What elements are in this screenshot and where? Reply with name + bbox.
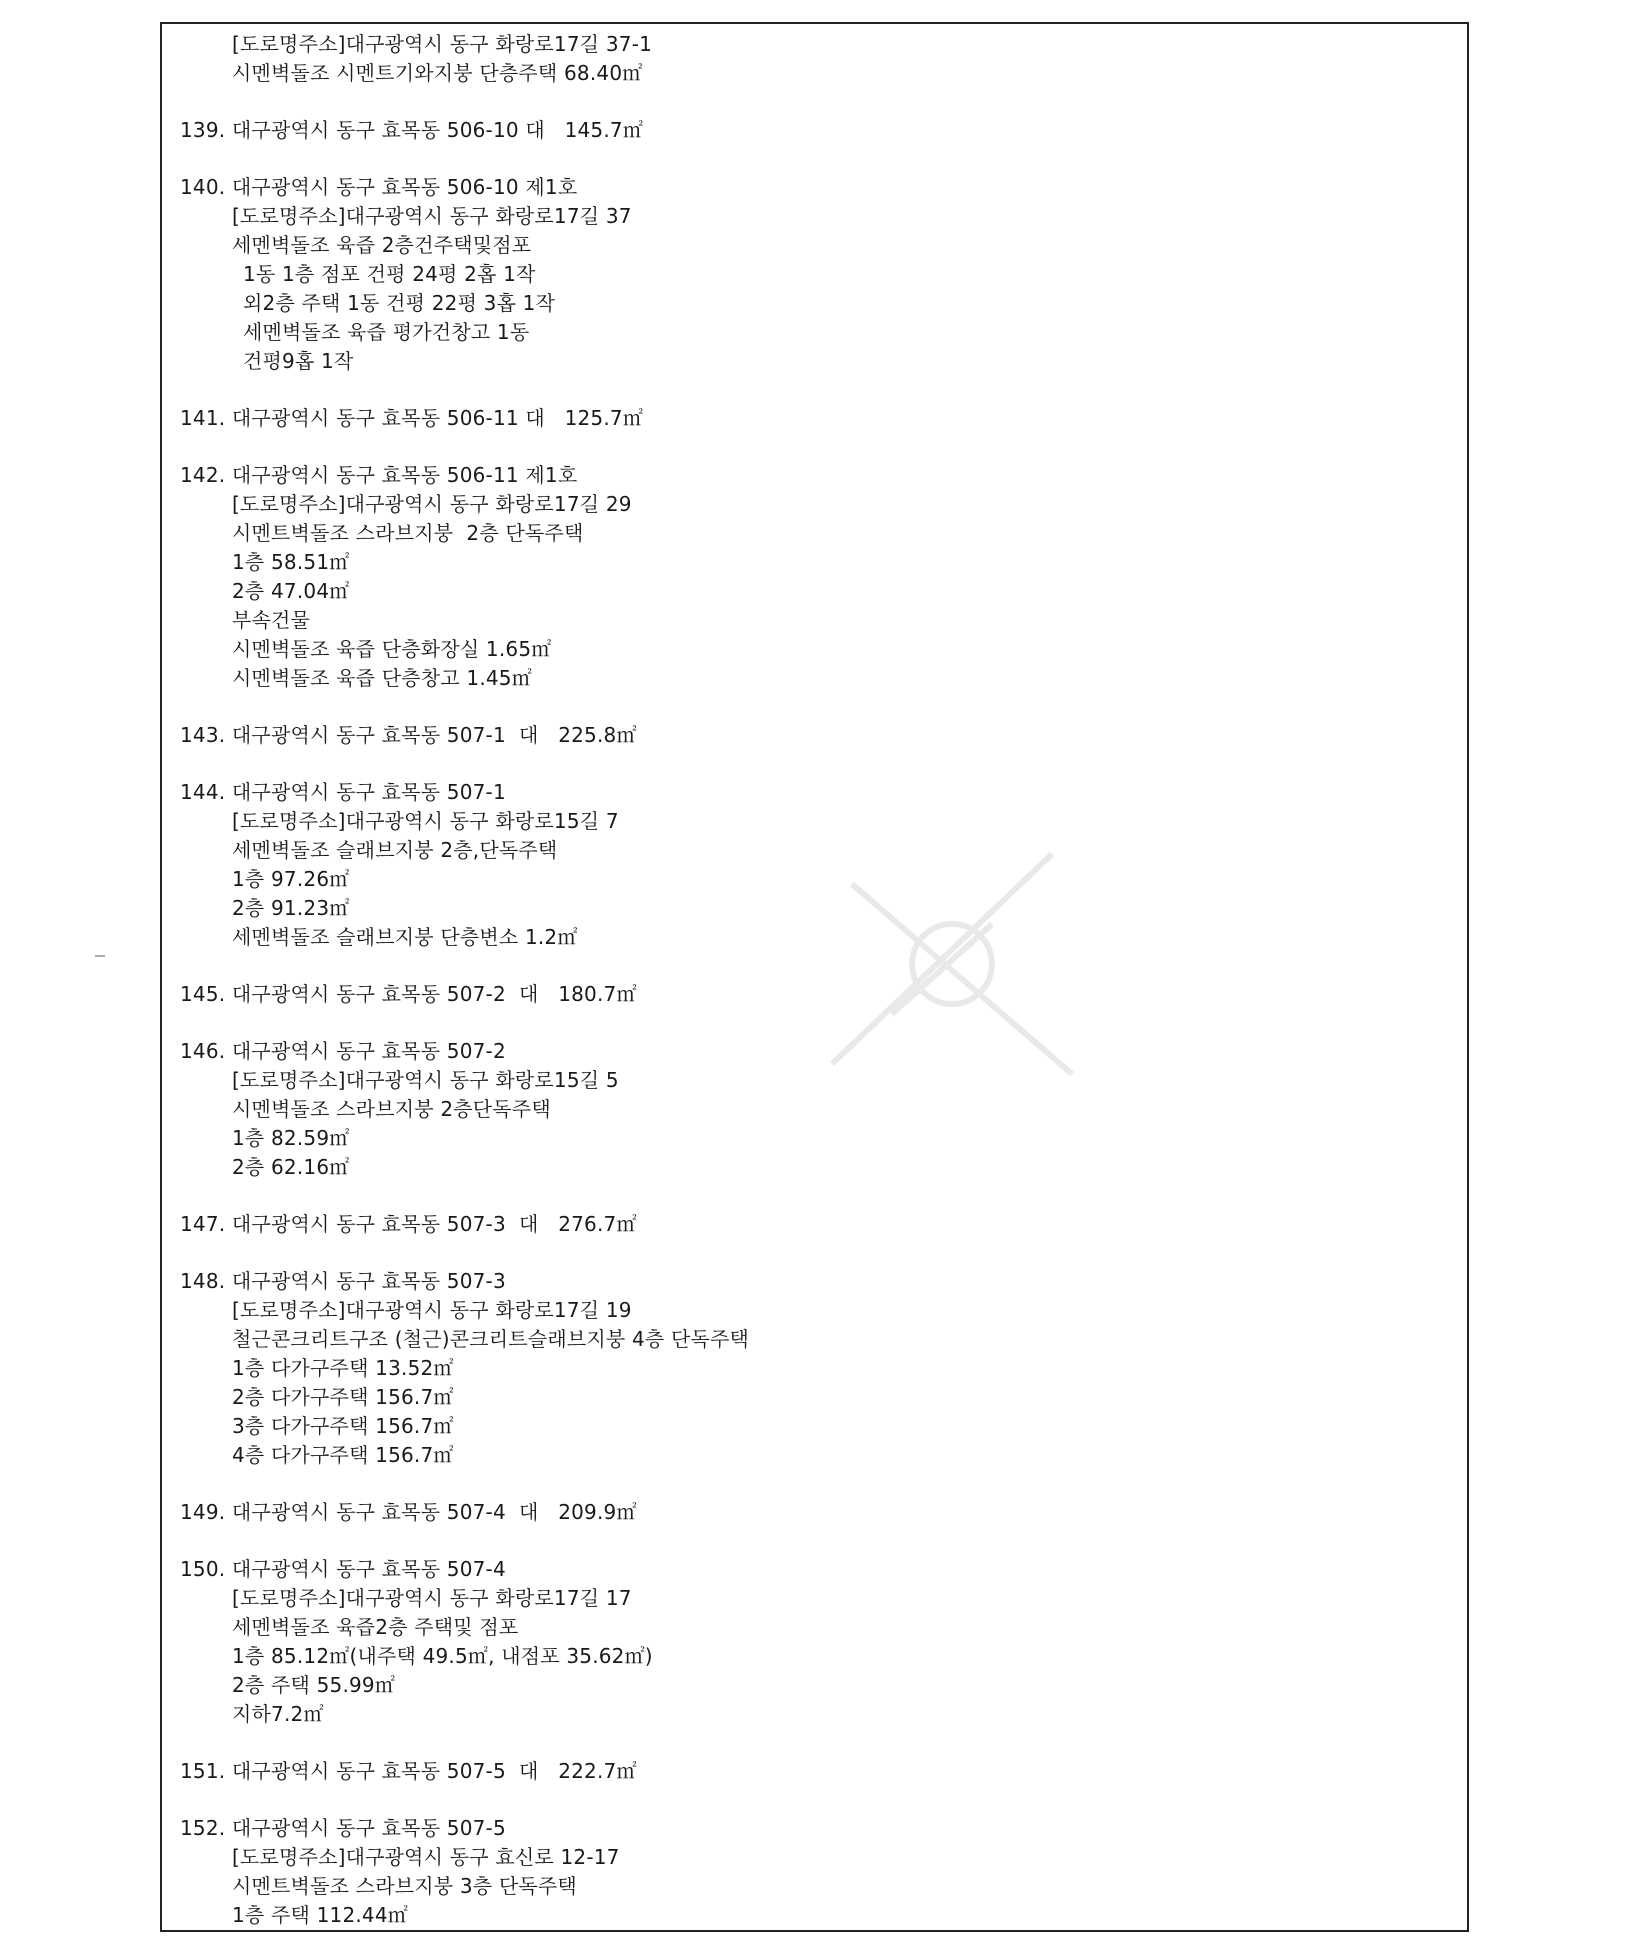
entry-first-line: [180, 721, 1449, 750]
entry-detail-line: 시멘벽돌조 스라브지붕 2층단독주택: [232, 1097, 551, 1121]
entry-number: 139.: [180, 118, 226, 142]
entry-detail-line: 2층 62.16㎡: [232, 1155, 350, 1179]
faint-seal-stamp: [792, 814, 1112, 1114]
entry-detail-line: [도로명주소]대구광역시 동구 화랑로17길 17: [232, 1586, 632, 1610]
property-entry: [180, 721, 1449, 750]
property-entry: [180, 30, 1449, 88]
property-entry: [180, 1210, 1449, 1239]
entry-detail-line: 지하7.2㎡: [232, 1702, 324, 1726]
entry-detail-line: 시멘트벽돌조 스라브지붕 3층 단독주택: [232, 1874, 577, 1898]
entry-text: 대구광역시 동구 효목동 506-10 제1호: [231, 175, 578, 199]
entry-first-line: [180, 1555, 1449, 1584]
entry-number: 144.: [180, 780, 226, 804]
entry-first-line: [180, 1757, 1449, 1786]
entry-first-line: [180, 1814, 1449, 1843]
entry-detail-line: 2층 다가구주택 156.7㎡: [232, 1385, 454, 1409]
entry-number: 141.: [180, 406, 226, 430]
entry-detail-line: [도로명주소]대구광역시 동구 화랑로15길 7: [232, 809, 619, 833]
entry-text: 대구광역시 동구 효목동 507-1: [231, 780, 506, 804]
entry-text: 대구광역시 동구 효목동 506-11 제1호: [231, 463, 578, 487]
entry-detail-line: 세멘벽돌조 육즙2층 주택및 점포: [232, 1615, 519, 1639]
entry-detail-line: 외2층 주택 1동 건평 22평 3홉 1작: [243, 291, 556, 315]
entry-first-line: [180, 1267, 1449, 1296]
property-entry: [180, 1555, 1449, 1729]
entry-detail-line: 시멘벽돌조 육즙 단층창고 1.45㎡: [232, 666, 532, 690]
entry-detail-line: 1동 1층 점포 건평 24평 2홉 1작: [243, 262, 536, 286]
entry-detail-line: 시멘벽돌조 시멘트기와지붕 단층주택 68.40㎡: [232, 61, 643, 85]
entry-detail-line: 세멘벽돌조 육즙 2층건주택및점포: [232, 233, 532, 257]
entry-number: 149.: [180, 1500, 226, 1524]
property-entry: [180, 1814, 1449, 1930]
entry-detail-line: 2층 91.23㎡: [232, 896, 350, 920]
entry-first-line: [180, 404, 1449, 433]
entry-detail-line: [도로명주소]대구광역시 동구 화랑로17길 37-1: [232, 32, 653, 56]
entry-text: 대구광역시 동구 효목동 507-3 대 276.7㎡: [231, 1212, 637, 1236]
entry-text: 대구광역시 동구 효목동 507-3: [231, 1269, 506, 1293]
entry-detail-line: 1층 85.12㎡(내주택 49.5㎡, 내점포 35.62㎡): [232, 1644, 653, 1668]
property-entry: [180, 1757, 1449, 1786]
document-page: [160, 22, 1469, 1932]
entry-detail-line: 부속건물: [232, 608, 311, 632]
property-entry: [180, 1498, 1449, 1527]
entry-detail-line: 1층 82.59㎡: [232, 1126, 350, 1150]
entry-detail-line: [도로명주소]대구광역시 동구 효신로 12-17: [232, 1845, 620, 1869]
entry-detail-line: [도로명주소]대구광역시 동구 화랑로17길 29: [232, 492, 632, 516]
entry-detail-line: 1층 58.51㎡: [232, 550, 350, 574]
entry-text: 대구광역시 동구 효목동 507-2: [231, 1039, 506, 1063]
entry-text: 대구광역시 동구 효목동 507-1 대 225.8㎡: [231, 723, 637, 747]
entry-number: 143.: [180, 723, 226, 747]
property-entry: [180, 461, 1449, 693]
scan-mark: [95, 955, 105, 957]
entry-detail-line: 세멘벽돌조 슬래브지붕 2층,단독주택: [232, 838, 558, 862]
entry-detail-line: [도로명주소]대구광역시 동구 화랑로15길 5: [232, 1068, 619, 1092]
entry-number: 145.: [180, 982, 226, 1006]
entry-text: 대구광역시 동구 효목동 506-11 대 125.7㎡: [231, 406, 644, 430]
entry-number: 150.: [180, 1557, 226, 1581]
property-entry: [180, 1267, 1449, 1470]
entry-detail-line: [도로명주소]대구광역시 동구 화랑로17길 37: [232, 204, 632, 228]
property-entry: [180, 404, 1449, 433]
entry-number: 142.: [180, 463, 226, 487]
entry-detail-line: 시멘트벽돌조 스라브지붕 2층 단독주택: [232, 521, 584, 545]
entry-detail-line: 세멘벽돌조 슬래브지붕 단층변소 1.2㎡: [232, 925, 578, 949]
entry-number: 146.: [180, 1039, 226, 1063]
entry-first-line: [180, 1498, 1449, 1527]
entry-first-line: [180, 778, 1449, 807]
entry-number: 152.: [180, 1816, 226, 1840]
entry-detail-line: 건평9홉 1작: [243, 349, 354, 373]
entry-text: 대구광역시 동구 효목동 507-2 대 180.7㎡: [231, 982, 637, 1006]
entry-detail-line: 3층 다가구주택 156.7㎡: [232, 1414, 454, 1438]
entry-detail-line: 1층 다가구주택 13.52㎡: [232, 1356, 454, 1380]
property-entry: [180, 116, 1449, 145]
entry-detail-line: 4층 다가구주택 156.7㎡: [232, 1443, 454, 1467]
entry-detail-line: 세멘벽돌조 육즙 평가건창고 1동: [243, 320, 530, 344]
entry-number: 151.: [180, 1759, 226, 1783]
entry-first-line: [180, 461, 1449, 490]
entry-detail-line: 1층 97.26㎡: [232, 867, 350, 891]
entry-text: 대구광역시 동구 효목동 507-4: [231, 1557, 506, 1581]
entry-number: 148.: [180, 1269, 226, 1293]
entry-first-line: [180, 116, 1449, 145]
entry-text: 대구광역시 동구 효목동 507-5 대 222.7㎡: [231, 1759, 637, 1783]
entry-detail-line: 2층 주택 55.99㎡: [232, 1673, 396, 1697]
entry-detail-line: [도로명주소]대구광역시 동구 화랑로17길 19: [232, 1298, 632, 1322]
entry-detail-line: 1층 주택 112.44㎡: [232, 1903, 408, 1927]
entry-first-line: [180, 1210, 1449, 1239]
entry-detail-line: 철근콘크리트구조 (철근)콘크리트슬래브지붕 4층 단독주택: [232, 1327, 750, 1351]
entry-text: 대구광역시 동구 효목동 506-10 대 145.7㎡: [231, 118, 644, 142]
entry-number: 147.: [180, 1212, 226, 1236]
entry-first-line: [180, 173, 1449, 202]
entry-number: 140.: [180, 175, 226, 199]
property-entry: [180, 173, 1449, 376]
entry-text: 대구광역시 동구 효목동 507-5: [231, 1816, 506, 1840]
entry-text: 대구광역시 동구 효목동 507-4 대 209.9㎡: [231, 1500, 637, 1524]
entry-detail-line: 2층 47.04㎡: [232, 579, 350, 603]
entry-detail-line: 시멘벽돌조 육즙 단층화장실 1.65㎡: [232, 637, 552, 661]
